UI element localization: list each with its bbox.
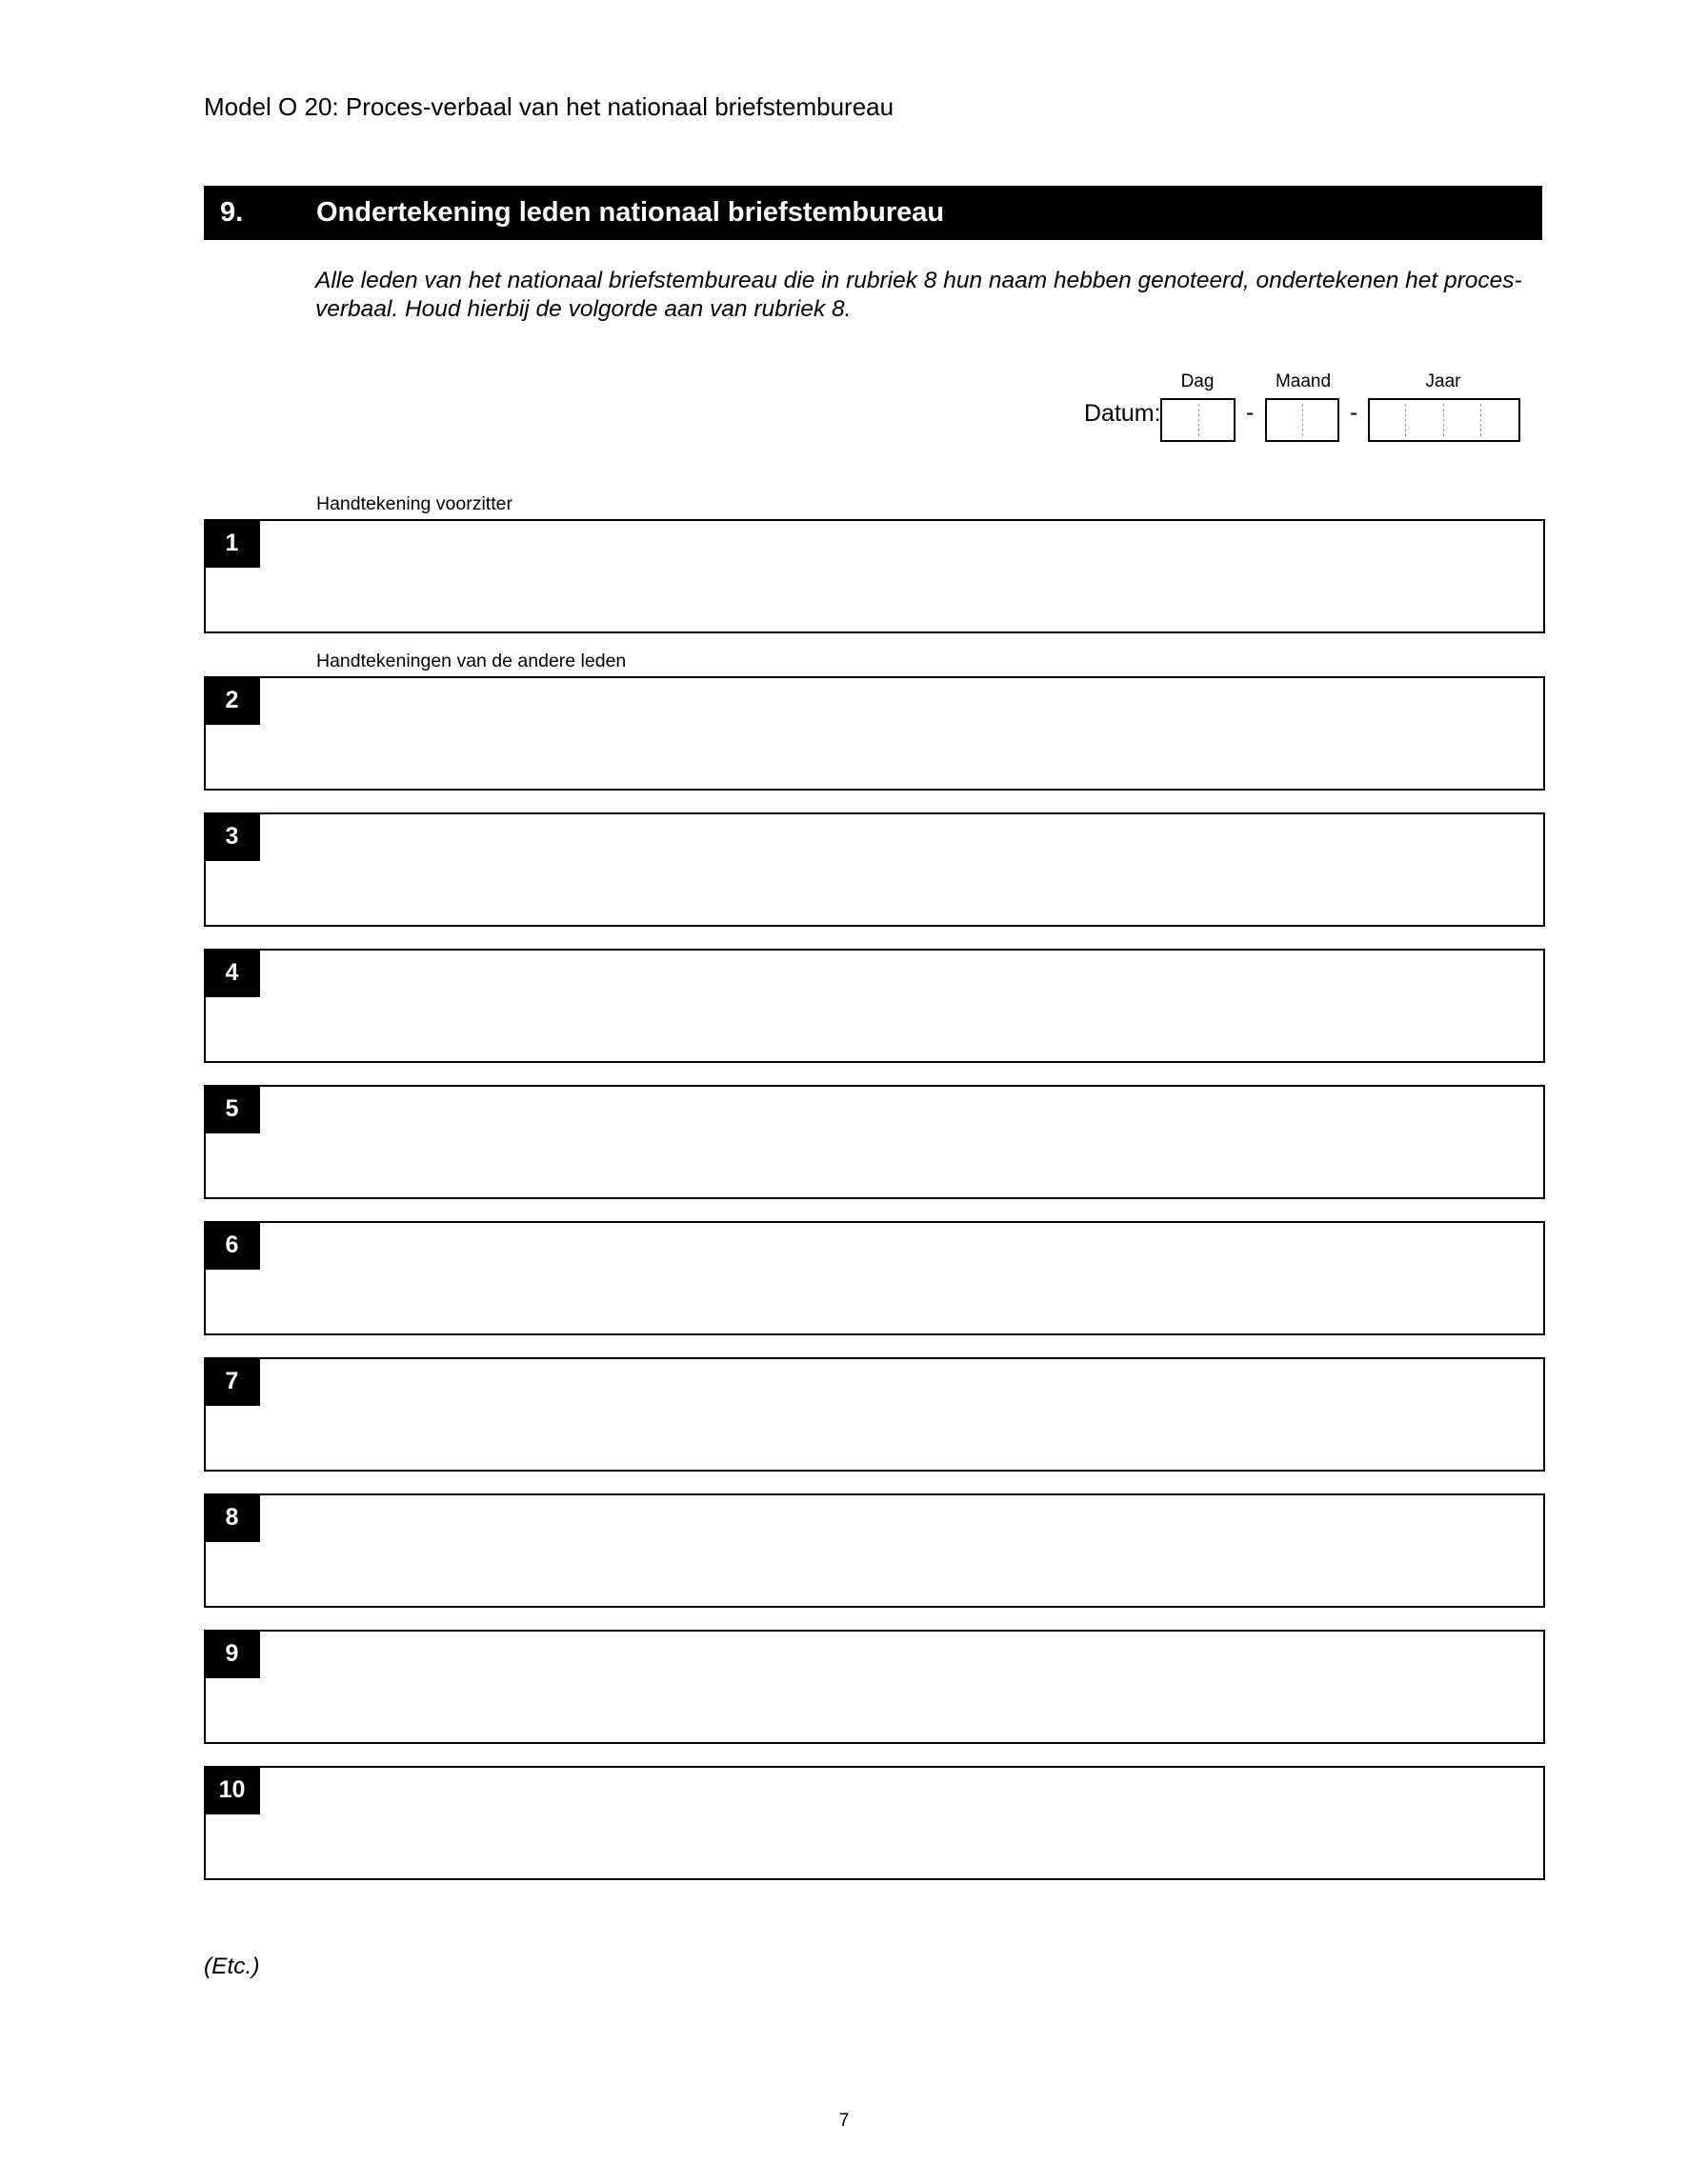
date-separator: -: [1246, 399, 1255, 426]
date-day-field[interactable]: [1160, 398, 1236, 442]
signature-field-6[interactable]: [204, 1221, 1545, 1335]
signature-number: 6: [204, 1221, 260, 1270]
signature-field-5[interactable]: [204, 1085, 1545, 1199]
date-digit-divider: [1302, 404, 1303, 436]
members-signature-caption: Handtekeningen van de andere leden: [316, 651, 627, 671]
section-title: Ondertekening leden nationaal briefstembureau: [316, 197, 945, 228]
date-month-field[interactable]: [1265, 398, 1339, 442]
signature-number: 4: [204, 949, 260, 997]
section-instruction: [315, 267, 1554, 324]
date-digit-divider: [1480, 404, 1481, 436]
date-digit-divider: [1405, 404, 1406, 436]
date-separator: -: [1350, 399, 1358, 426]
date-label: Datum:: [1084, 400, 1161, 427]
date-year-caption: Jaar: [1425, 371, 1461, 391]
signature-field-4[interactable]: [204, 949, 1545, 1063]
signature-number: 8: [204, 1493, 260, 1542]
signature-field-8[interactable]: [204, 1493, 1545, 1608]
date-digit-divider: [1198, 404, 1199, 436]
document-title: Model O 20: Proces-verbaal van het nationaal briefstembureau: [204, 92, 894, 121]
etc-note: (Etc.): [204, 1954, 260, 1979]
signature-field-3[interactable]: [204, 812, 1545, 927]
signature-field-10[interactable]: [204, 1766, 1545, 1880]
signature-field-7[interactable]: [204, 1357, 1545, 1472]
signature-field-9[interactable]: [204, 1630, 1545, 1744]
instruction-line-1: Alle leden van het nationaal briefstembureau die in rubriek 8 hun naam hebben genoteerd, ondertekenen het proces-: [315, 268, 1522, 293]
signature-number: 2: [204, 676, 260, 725]
instruction-line-2: verbaal. Houd hierbij de volgorde aan van rubriek 8.: [315, 296, 852, 322]
signature-field-1[interactable]: [204, 519, 1545, 633]
signature-number: 10: [204, 1766, 260, 1814]
date-day-caption: Dag: [1180, 371, 1215, 391]
signature-number: 3: [204, 812, 260, 861]
date-year-field[interactable]: [1368, 398, 1520, 442]
page-number: 7: [838, 2111, 850, 2131]
signature-number: 5: [204, 1085, 260, 1133]
signature-number: 1: [204, 519, 260, 568]
section-number: 9.: [220, 197, 244, 228]
date-month-caption: Maand: [1275, 371, 1332, 391]
signature-number: 9: [204, 1630, 260, 1678]
signature-number: 7: [204, 1357, 260, 1406]
date-digit-divider: [1443, 404, 1444, 436]
section-header-bar: [204, 186, 1542, 240]
signature-field-2[interactable]: [204, 676, 1545, 791]
chair-signature-caption: Handtekening voorzitter: [316, 493, 512, 514]
